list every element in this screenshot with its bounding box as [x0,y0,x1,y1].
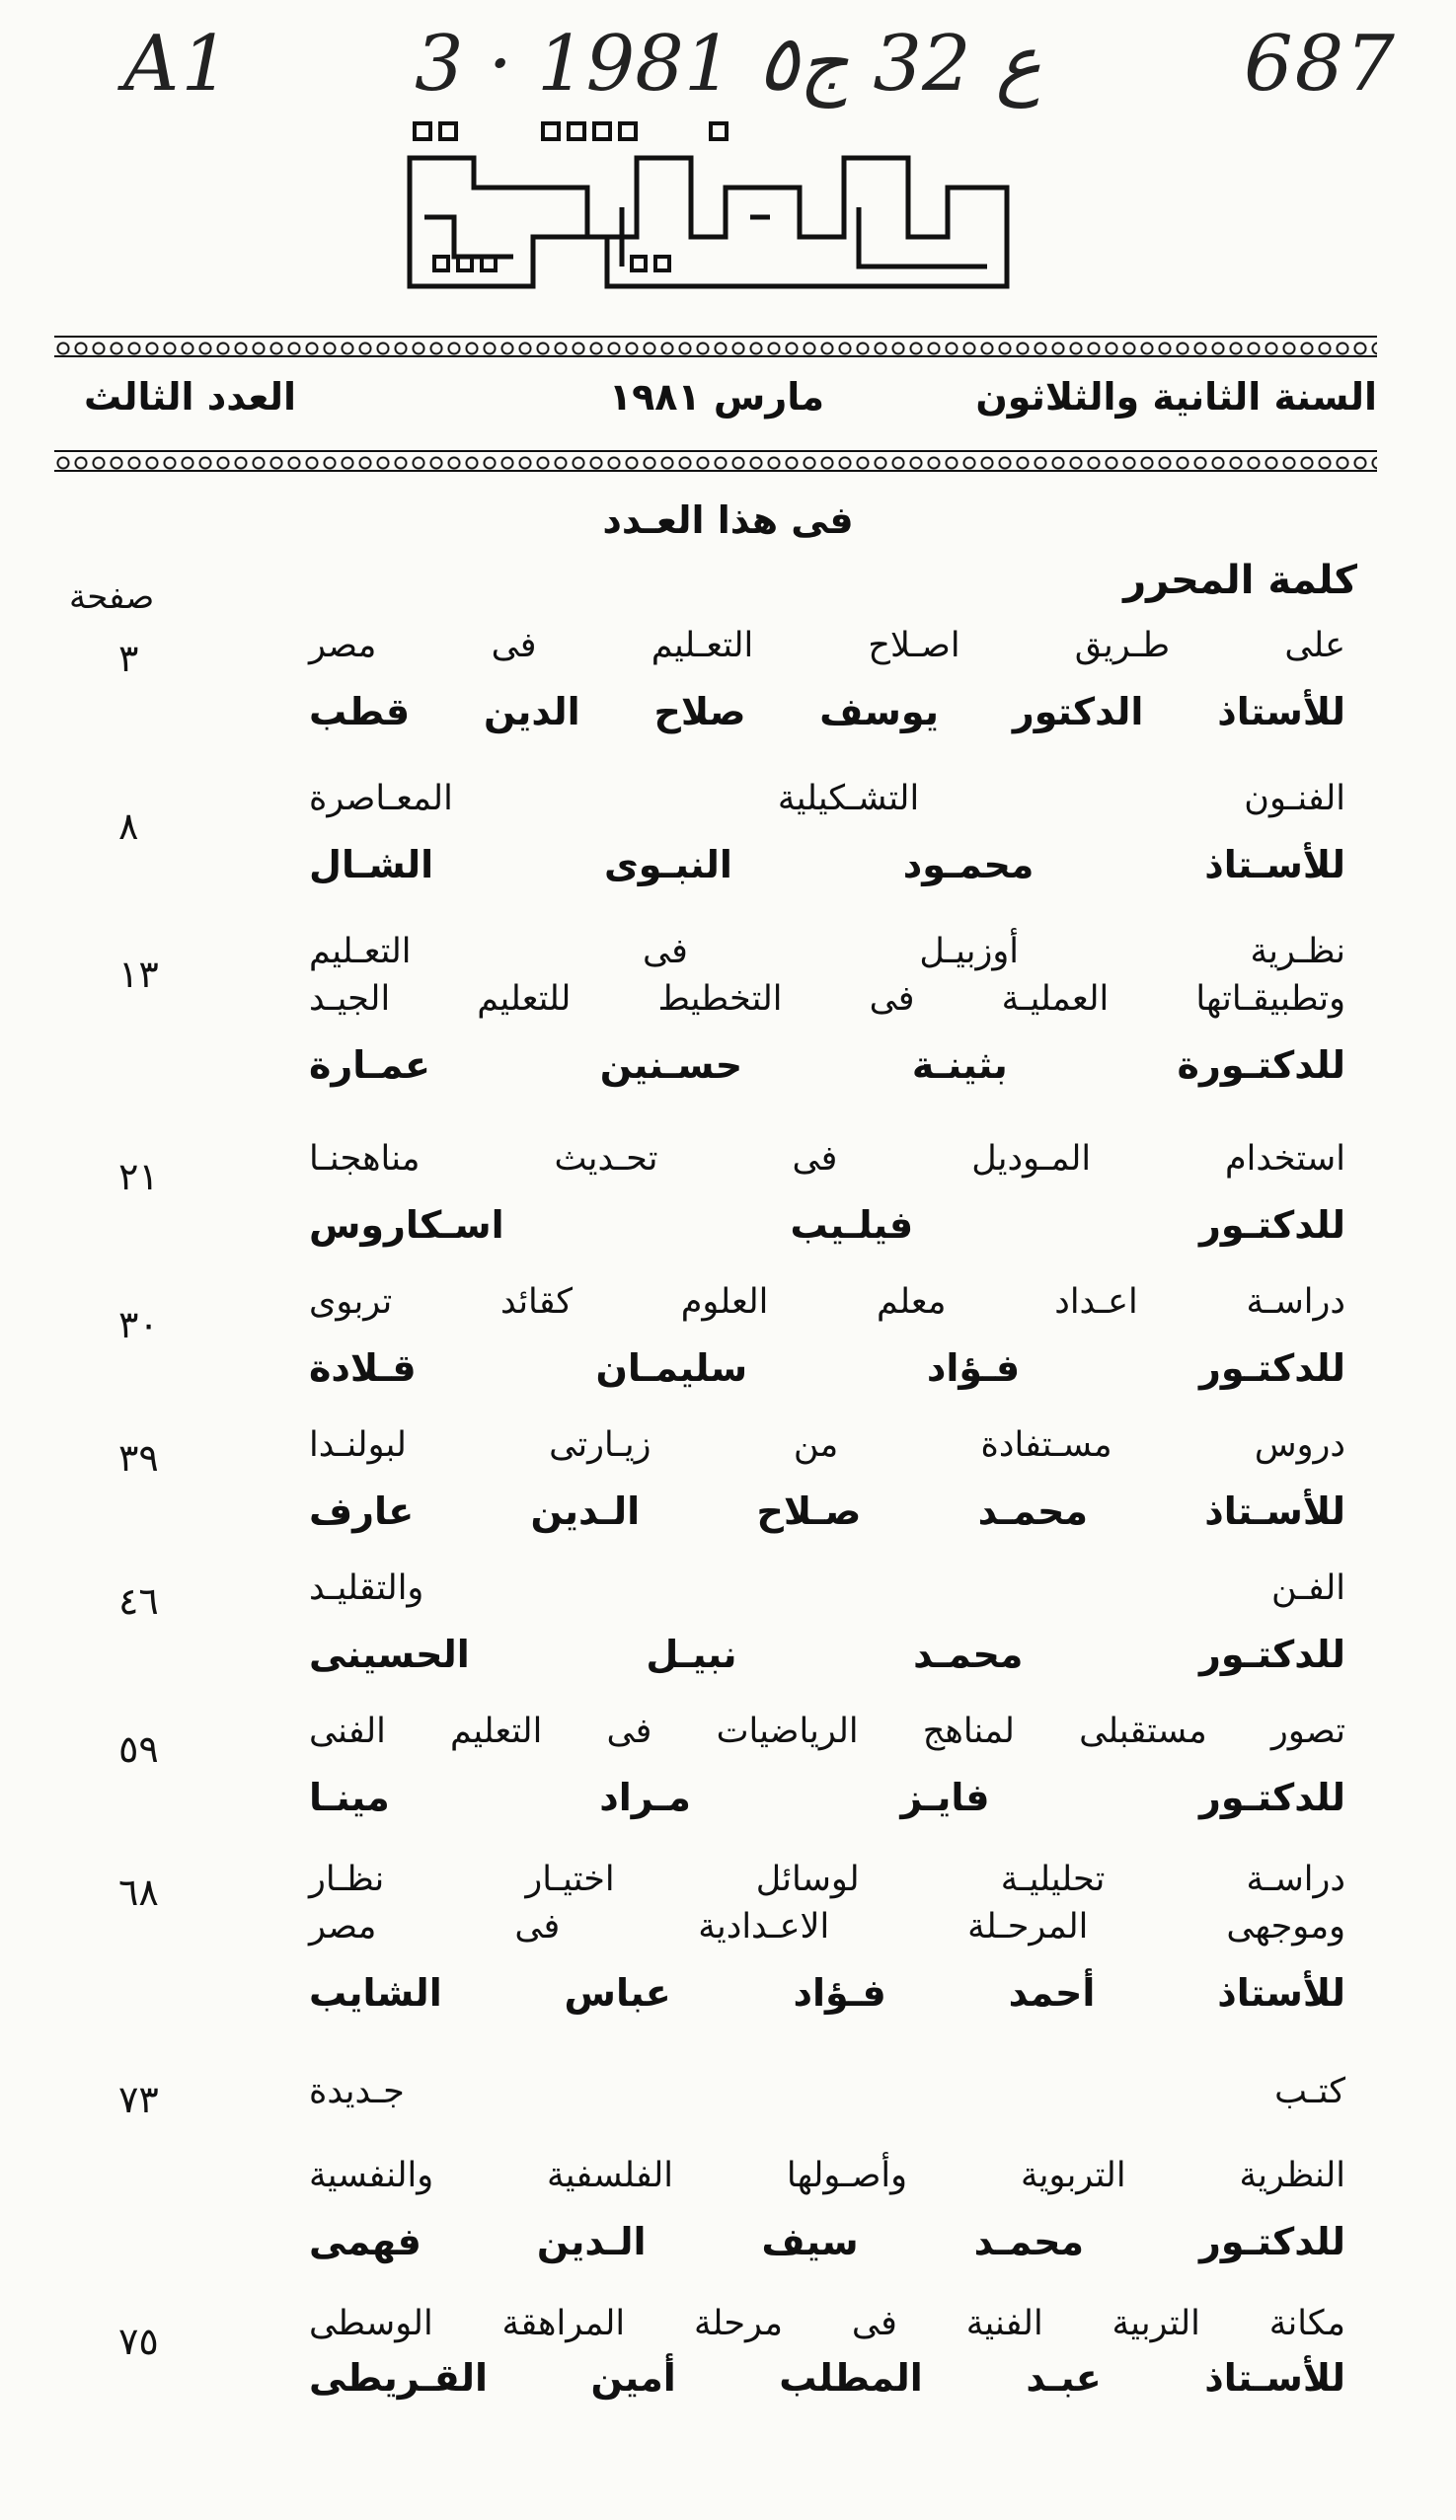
toc-entry-author: للدكتـور فايـز مـراد مينـا [309,1776,1345,1819]
toc-entry-page: ٣٩ [118,1436,159,1480]
toc-entry [309,928,1345,1094]
toc-entry-page: ٧٣ [118,2078,159,2121]
toc-entry-page: ٧٥ [118,2320,159,2363]
ornamental-divider [54,336,1377,357]
toc-entry-author: للدكتـور فيلـيب اسـكاروس [309,1203,1345,1247]
toc-entry [309,1421,1345,1540]
toc-entry-page: ٣ [118,637,139,680]
toc-entry-page: ١٣ [118,953,159,996]
toc-entry-title: على طـريق اصـلاح التعـليم فى مصر [309,626,1345,665]
toc-entry-author: للأستاذ أحمد فـؤاد عباس الشايب [309,1971,1345,2015]
toc-entry-author: للأسـتاذ محمـد صـلاح الـدين عارف [309,1489,1345,1533]
toc-entry-author: للأستاذ الدكتور يوسف صلاح الدين قطب [309,690,1345,733]
editor-word: كلمة المحرر [1123,558,1357,603]
toc-entry-title: نظـرية أوزبيـل فى التعـليم [309,932,1345,971]
toc-entry-title: مكانة التربية الفنية فى مرحلة المراهقة الوسطى [309,2304,1345,2343]
toc-entry-author: للدكتـور محمـد سيف الـدين فهمى [309,2220,1345,2263]
toc-entry [309,1856,1345,2022]
toc-entry-title: دراسـة تحليليـة لوسائل اختيـار نظـار [309,1860,1345,1899]
issue-date: مارس ١٩٨١ [608,375,824,419]
toc-entry [309,2068,1345,2115]
toc-entry-title-continued: وتطبيقـاتها العمليـة فى التخطيط للتعليم الجيـد [309,979,1345,1019]
handwritten-archive-code: A1 [123,20,232,109]
toc-entry-author: للدكتـور محمـد نبيـل الحسينى [309,1633,1345,1676]
volume-label: السنة الثانية والثلاثون [975,375,1377,419]
toc-entry [309,775,1345,893]
page-column-label: صفحة [69,577,155,617]
toc-entry-page: ٥٩ [118,1727,159,1771]
issue-header [54,375,1377,434]
journal-logo [395,118,1027,316]
toc-entry-page: ٦٨ [118,1871,159,1914]
handwritten-page-number: 687 [1244,20,1397,109]
toc-entry-author: للأسـتاذ عبـد المطلب أمين القـريطى [309,2356,1345,2400]
ornamental-divider [54,450,1377,472]
toc-entry-title: دروس مسـتفادة من زيـارتى لبولنـدا [309,1425,1345,1465]
toc-entry-page: ٣٠ [118,1303,159,1346]
toc-entry-author: للدكتـورة بثينـة حسـنين عمـارة [309,1043,1345,1087]
toc-entry-title: الفـن والتقليـد [309,1568,1345,1608]
toc-entry [309,1278,1345,1397]
toc-entry-title-continued: وموجهى المرحـلة الاعـدادية فى مصر [309,1907,1345,1947]
toc-entry-title: الفنـون التشـكيلية المعـاصرة [309,779,1345,818]
toc-entry [309,1565,1345,1683]
toc-entry [309,622,1345,740]
handwritten-issue-reference: 3 · ع 32 ج٥ 1981 [415,20,1041,109]
toc-entry-title: كتـب جـديدة [309,2072,1345,2111]
toc-entry [309,2300,1345,2406]
toc-entry-title: تصور مستقبلى لمناهج الرياضيات فى التعليم الفنى [309,1712,1345,1751]
toc-entry [309,1708,1345,1826]
toc-entry [309,2152,1345,2270]
toc-entry-page: ٢١ [118,1155,159,1198]
toc-entry-title: استخدام المـوديل فى تحـديث مناهجنـا [309,1139,1345,1179]
toc-entry-author: للدكتـور فـؤاد سليمـان قـلادة [309,1346,1345,1390]
contents-heading: فى هذا العـدد [602,498,854,542]
issue-number: العدد الثالث [84,375,296,419]
toc-entry [309,1135,1345,1254]
toc-entry-author: للأسـتاذ محمـود النبـوى الشـال [309,843,1345,886]
toc-entry-title: دراسـة اعـداد معلم العلوم كقائد تربوى [309,1282,1345,1322]
toc-entry-page: ٨ [118,804,139,848]
toc-entry-title: النظرية التربوية وأصـولها الفلسفية والنفسية [309,2156,1345,2195]
toc-entry-page: ٤٦ [118,1579,159,1623]
